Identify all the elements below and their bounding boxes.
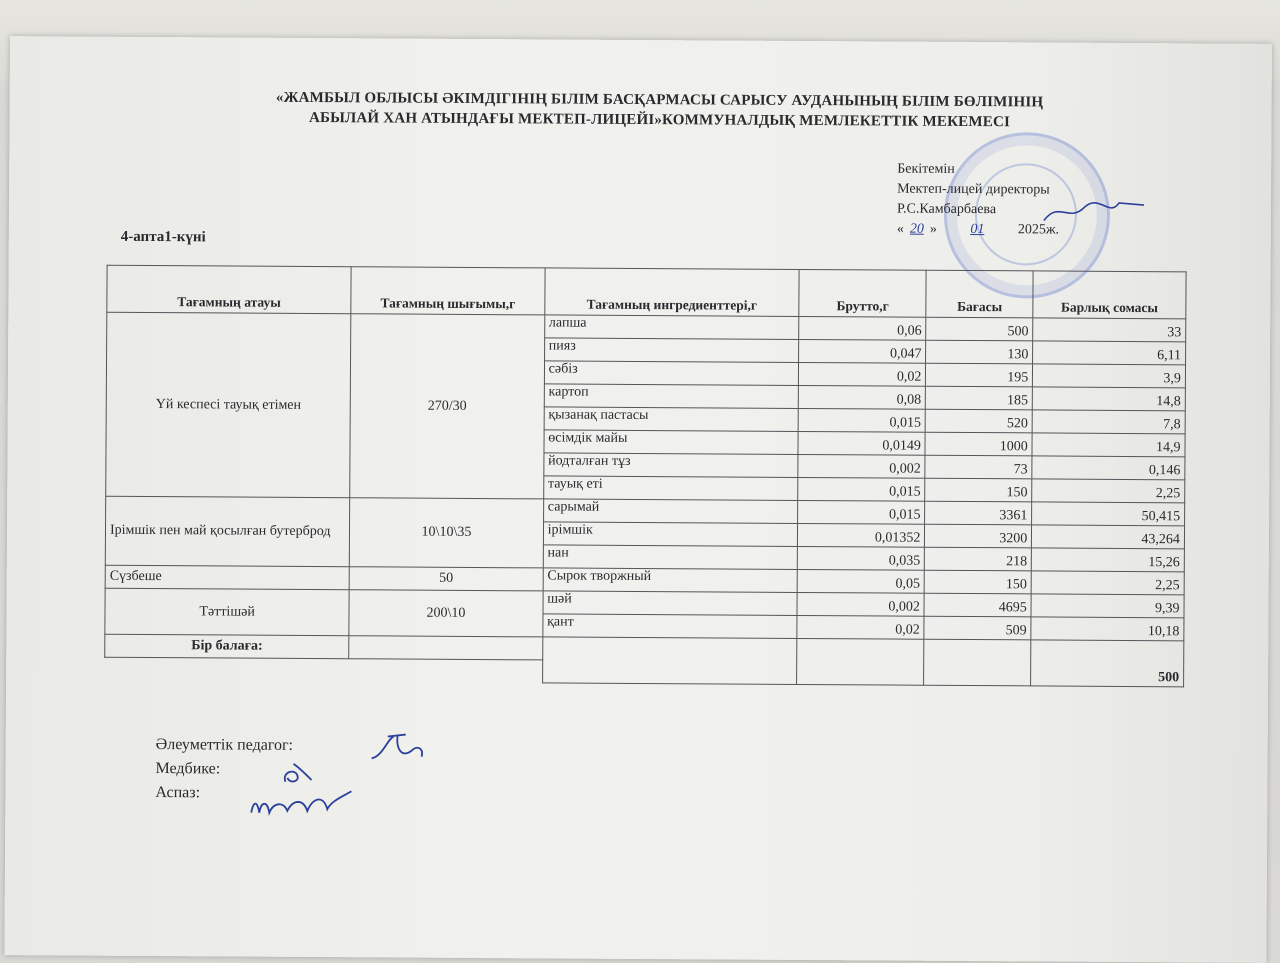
social-pedagogue-signature xyxy=(368,728,428,766)
total: 33 xyxy=(1033,318,1186,342)
total: 9,39 xyxy=(1031,594,1184,618)
ingredient: лапша xyxy=(544,315,799,340)
brutto: 0,02 xyxy=(797,615,924,639)
brutto: 0,015 xyxy=(798,408,925,432)
price: 3200 xyxy=(925,524,1032,548)
ingredient: шәй xyxy=(543,591,798,616)
header-ingredients: Тағамның ингредиенттері,г xyxy=(545,268,800,317)
dish-name: Тәттішәй xyxy=(105,588,350,635)
total: 2,25 xyxy=(1031,571,1184,595)
dish-yield: 270/30 xyxy=(350,314,545,499)
date-quote-open: « xyxy=(896,221,904,237)
document-sheet xyxy=(4,36,1272,963)
empty-cell xyxy=(924,639,1031,685)
total: 2,25 xyxy=(1032,479,1185,503)
brutto: 0,015 xyxy=(798,500,925,524)
total: 10,18 xyxy=(1031,617,1184,641)
footer-social-pedagogue: Әлеуметтік педагог: xyxy=(155,736,294,754)
ingredient: сәбіз xyxy=(544,361,799,386)
date-quote-close: » xyxy=(929,221,937,237)
date-month: 01 xyxy=(970,222,985,238)
ingredient: нан xyxy=(543,545,798,570)
total: 50,415 xyxy=(1032,502,1185,526)
header-total: Барлық сомасы xyxy=(1033,271,1186,319)
ingredient: ірімшік xyxy=(543,522,798,547)
total: 14,9 xyxy=(1032,433,1185,457)
dish-name: Сүзбеше xyxy=(105,565,349,589)
brutto: 0,02 xyxy=(799,362,926,386)
ingredient: қызанақ пастасы xyxy=(544,407,799,432)
dish-name: Үй кеспесі тауық етімен xyxy=(106,312,351,497)
empty-cell xyxy=(349,636,543,660)
empty-cell xyxy=(797,638,925,684)
ingredient: сарымай xyxy=(543,499,798,524)
total: 14,8 xyxy=(1033,387,1186,411)
price: 150 xyxy=(925,570,1032,594)
dish-yield: 50 xyxy=(349,567,543,591)
table-header-row xyxy=(107,265,1186,319)
header-price: Бағасы xyxy=(926,270,1033,318)
brutto: 0,0149 xyxy=(798,431,925,455)
total: 15,26 xyxy=(1032,548,1185,572)
brutto: 0,047 xyxy=(799,339,926,363)
menu-table xyxy=(104,265,1187,687)
institution-header xyxy=(159,87,1159,133)
price: 195 xyxy=(926,363,1033,387)
price: 130 xyxy=(926,340,1033,364)
empty-cell xyxy=(542,637,797,684)
total: 7,8 xyxy=(1032,410,1185,434)
price: 1000 xyxy=(925,432,1032,456)
brutto: 0,035 xyxy=(797,546,924,570)
brutto: 0,002 xyxy=(797,592,924,616)
ingredient: қант xyxy=(543,614,798,639)
price: 185 xyxy=(926,386,1033,410)
approval-director-name: Р.С.Камбарбаева xyxy=(896,201,997,218)
brutto: 0,05 xyxy=(797,569,924,593)
brutto: 0,06 xyxy=(799,316,926,340)
total: 0,146 xyxy=(1032,456,1185,480)
dish-name: Ірімшік пен май қосылған бутерброд xyxy=(105,496,350,566)
price: 3361 xyxy=(925,501,1032,525)
dish-yield: 200\10 xyxy=(349,590,543,637)
price: 520 xyxy=(925,409,1032,433)
approval-position: Мектеп-лицей директоры xyxy=(897,181,1050,198)
cook-signature xyxy=(243,783,363,828)
ingredient: пияз xyxy=(544,338,799,363)
brutto: 0,002 xyxy=(798,454,925,478)
date-day: 20 xyxy=(909,221,924,237)
price: 73 xyxy=(925,455,1032,479)
price: 150 xyxy=(925,478,1032,502)
total: 6,11 xyxy=(1033,341,1186,365)
ingredient: тауық еті xyxy=(543,476,798,501)
header-dish-name: Тағамның атауы xyxy=(107,265,352,313)
price: 218 xyxy=(925,547,1032,571)
ingredient: йодталған тұз xyxy=(544,453,799,478)
dish-yield: 10\10\35 xyxy=(350,498,544,568)
header-line-1: «ЖАМБЫЛ ОБЛЫСЫ ӘКІМДІГІНІҢ БІЛІМ БАСҚАРМАСЫ САРЫСУ АУДАНЫНЫҢ БІЛІМ БӨЛІМІНІҢ xyxy=(275,89,1044,111)
day-label: 4-апта1-күні xyxy=(120,228,206,246)
total: 3,9 xyxy=(1033,364,1186,388)
footer-nurse: Медбике: xyxy=(155,760,221,778)
approval-title: Бекітемін xyxy=(897,161,955,177)
header-line-2: АБЫЛАЙ ХАН АТЫНДАҒЫ МЕКТЕП-ЛИЦЕЙІ»КОММУНАЛДЫҚ МЕМЛЕКЕТТІК МЕКЕМЕСІ xyxy=(308,109,1011,131)
ingredient: Сырок творжный xyxy=(543,568,798,593)
price: 500 xyxy=(926,317,1033,341)
ingredient: өсімдік майы xyxy=(544,430,799,455)
price: 509 xyxy=(924,616,1031,640)
grand-total: 500 xyxy=(1031,640,1184,686)
per-child-label: Бір балаға: xyxy=(105,634,349,658)
brutto: 0,015 xyxy=(798,477,925,501)
header-brutto: Брутто,г xyxy=(799,269,927,317)
header-yield: Тағамның шығымы,г xyxy=(351,267,545,315)
director-signature xyxy=(1039,192,1149,233)
empty-cell xyxy=(105,657,543,682)
price: 4695 xyxy=(924,593,1031,617)
date-year: 2025ж. xyxy=(1017,222,1060,238)
brutto: 0,01352 xyxy=(798,523,925,547)
brutto: 0,08 xyxy=(798,385,925,409)
total: 43,264 xyxy=(1032,525,1185,549)
ingredient: картоп xyxy=(544,384,799,409)
footer-cook: Аспаз: xyxy=(155,784,201,802)
